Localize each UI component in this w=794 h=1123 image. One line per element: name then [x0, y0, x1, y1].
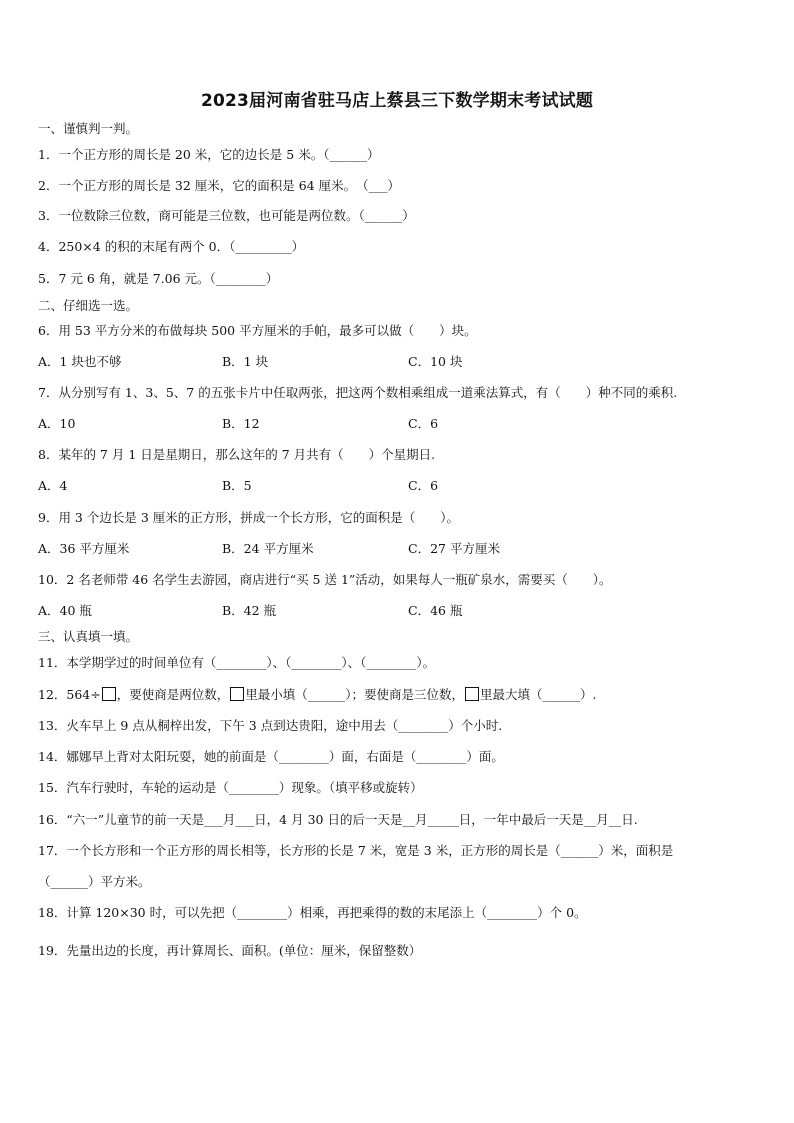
question-12-part-2: ，要使商是两位数， [116, 687, 230, 702]
question-17-line-2: （______）平方米。 [38, 874, 151, 889]
option-a: A．10 [38, 416, 76, 431]
section-heading-1: 一、谨慎判一判。 [38, 121, 139, 136]
question-14: 14．娜娜早上背对太阳玩耍，她的前面是（________）面，右面是（________）面。 [38, 749, 504, 764]
section-heading-2: 二、仔细选一选。 [38, 298, 139, 313]
question-9: 9．用 3 个边长是 3 厘米的正方形，拼成一个长方形，它的面积是（ ）。 [38, 510, 460, 525]
option-a: A．40 瓶 [38, 603, 92, 618]
question-1: 1．一个正方形的周长是 20 米，它的边长是 5 米。（______） [38, 147, 380, 162]
option-c: C．6 [408, 478, 439, 493]
option-b: B．5 [222, 478, 252, 493]
question-4: 4．250×4 的积的末尾有两个 0．（_________） [38, 239, 305, 254]
blank-box-icon [230, 687, 244, 701]
option-c: C．6 [408, 416, 439, 431]
option-a: A．36 平方厘米 [38, 541, 130, 556]
option-b: B．42 瓶 [222, 603, 277, 618]
question-10: 10．2 名老师带 46 名学生去游园，商店进行“买 5 送 1”活动，如果每人一瓶矿泉水，需要买（ ）。 [38, 572, 612, 587]
blank-box-icon [102, 687, 116, 701]
question-12-part-3: 里最小填（______）；要使商是三位数， [245, 687, 465, 702]
question-8: 8．某年的 7 月 1 日是星期日，那么这年的 7 月共有（ ）个星期日. [38, 447, 436, 462]
option-a: A．4 [38, 478, 68, 493]
question-19: 19．先量出边的长度，再计算周长、面积。(单位：厘米，保留整数） [38, 943, 422, 958]
question-11: 11．本学期学过的时间单位有（________）、（________）、（________）。 [38, 655, 436, 670]
question-12 [38, 686, 597, 704]
page-title: 2023届河南省驻马店上蔡县三下数学期末考试试题 [200, 91, 594, 111]
question-6: 6．用 53 平方分米的布做每块 500 平方厘米的手帕，最多可以做（ ）块。 [38, 323, 477, 338]
option-b: B．1 块 [222, 354, 269, 369]
option-b: B．24 平方厘米 [222, 541, 314, 556]
question-3: 3．一位数除三位数，商可能是三位数，也可能是两位数。（______） [38, 208, 415, 223]
question-15: 15．汽车行驶时，车轮的运动是（________）现象。（填平移或旋转） [38, 780, 423, 795]
blank-box-icon [465, 687, 479, 701]
question-2: 2．一个正方形的周长是 32 厘米，它的面积是 64 厘米。 （___） [38, 178, 400, 193]
question-16: 16．“六一”儿童节的前一天是___月___日，4 月 30 日的后一天是__月_____日，一年中最后一天是__月__日. [38, 812, 638, 827]
question-18: 18．计算 120×30 时，可以先把（________）相乘，再把乘得的数的末尾添上（________）个 0。 [38, 905, 587, 920]
question-17-line-1: 17．一个长方形和一个正方形的周长相等，长方形的长是 7 米，宽是 3 米，正方形的周长是（______）米，面积是 [38, 843, 674, 858]
question-12-part-1: 12．564÷ [38, 687, 101, 702]
question-5: 5．7 元 6 角，就是 7.06 元。（________） [38, 271, 279, 286]
option-a: A．1 块也不够 [38, 354, 122, 369]
option-c: C．10 块 [408, 354, 463, 369]
section-heading-3: 三、认真填一填。 [38, 629, 139, 644]
option-c: C．46 瓶 [408, 603, 463, 618]
question-12-part-4: 里最大填（______）. [480, 687, 597, 702]
question-13: 13．火车早上 9 点从桐梓出发，下午 3 点到达贵阳，途中用去（________）个小时. [38, 718, 503, 733]
option-b: B．12 [222, 416, 260, 431]
question-7: 7．从分别写有 1、3、5、7 的五张卡片中任取两张，把这两个数相乘组成一道乘法算式，有（ ）种不同的乘积. [38, 385, 678, 400]
option-c: C．27 平方厘米 [408, 541, 500, 556]
